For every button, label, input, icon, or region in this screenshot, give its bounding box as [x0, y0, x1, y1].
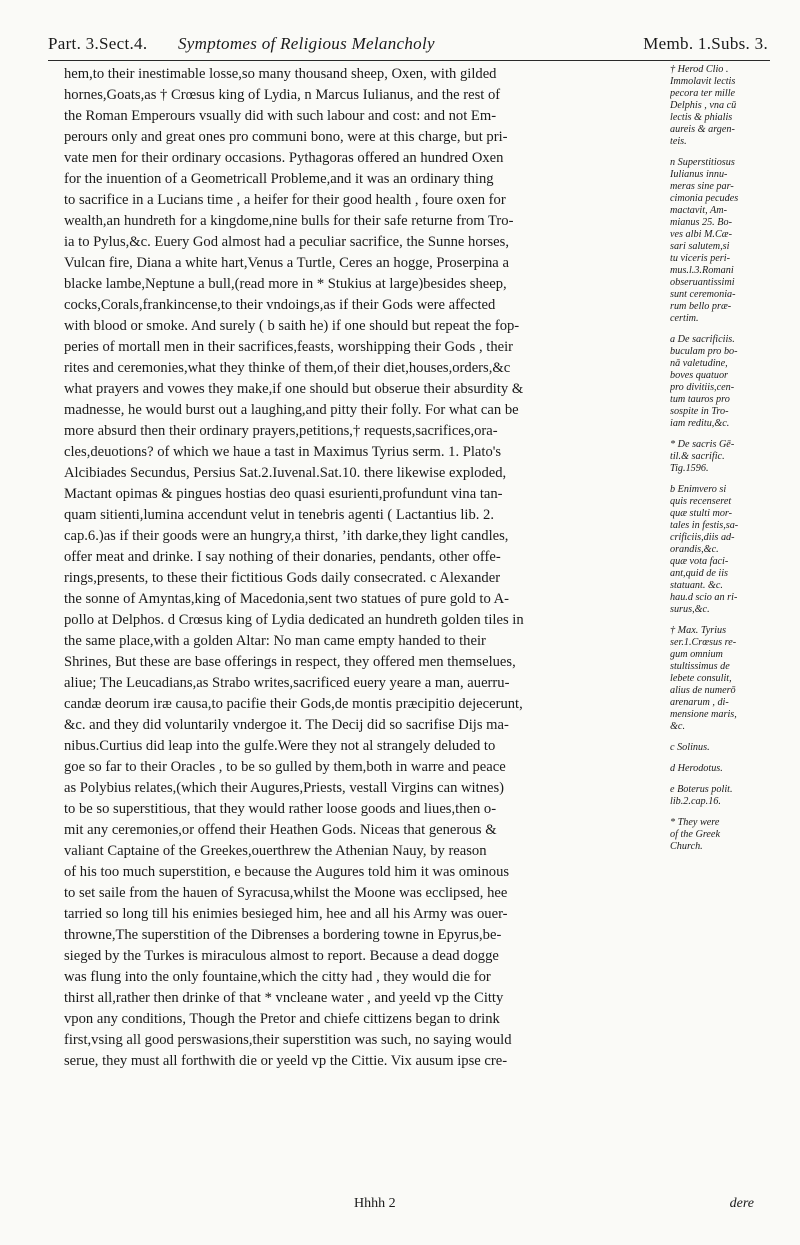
margin-note: quis recenseret	[670, 496, 732, 507]
margin-note: a De sacrificiis.	[670, 334, 735, 345]
note-gap	[670, 148, 788, 157]
margin-note: iam reditu,&c.	[670, 418, 730, 429]
margin-note: lectis & phialis	[670, 112, 733, 123]
main-text-column	[64, 64, 664, 1072]
margin-note: obseruantissimi	[670, 277, 735, 288]
text-line: cap.6.)as if their goods were an hungry,a thirst, ’ith darke,they light candles,	[64, 528, 509, 544]
text-line: to be so superstitious, that they would rather loose goods and liues,then o-	[64, 801, 497, 817]
margin-note: mactavit, Am-	[670, 205, 727, 216]
text-line: as Polybius relates,(which their Augures,Priests, vestall Virgins can witnes)	[64, 780, 504, 796]
margin-note: c Solinus.	[670, 742, 710, 753]
text-line: peries of mortall men in their sacrifices,feasts, worshipping their Gods , their	[64, 339, 514, 355]
text-line: with blood or smoke. And surely ( b saith he) if one should but repeat the fop-	[64, 318, 520, 334]
text-line: to set saile from the hauen of Syracusa,whilst the Moone was ecclipsed, hee	[64, 885, 508, 901]
margin-note: pro divitiis,cen-	[670, 382, 735, 393]
margin-note: tu viceris peri-	[670, 253, 730, 264]
header-title: Symptomes of Religious Melancholy	[178, 34, 435, 53]
note-gap	[670, 775, 788, 784]
margin-note: meras sine par-	[670, 181, 734, 192]
margin-note: n Superstitiosus	[670, 157, 735, 168]
margin-note: ant,quid de iis	[670, 568, 729, 579]
text-line: pollo at Delphos. d Crœsus king of Lydia dedicated an hundreth golden tiles in	[64, 612, 524, 628]
note-gap	[670, 754, 788, 763]
text-line: to sacrifice in a Lucians time , a heifer for their good health , foure oxen for	[64, 192, 506, 208]
margin-note: teis.	[670, 136, 687, 147]
margin-note: rum bello præ-	[670, 301, 732, 312]
margin-note: ves albi M.Cæ-	[670, 229, 732, 240]
text-line: serue, they must all forthwith die or yeeld vp the Cittie. Vix ausum ipse cre-	[64, 1053, 508, 1069]
note-gap	[670, 475, 788, 484]
margin-note: tales in festis,sa-	[670, 520, 739, 531]
margin-note: pecora ter mille	[670, 88, 736, 99]
text-line: perours only and great ones pro communi bono, were at this charge, but pri-	[64, 129, 508, 145]
text-line: quam sitienti,lumina accendunt velut in tenebris agenti ( Lactantius lib. 2.	[64, 507, 494, 523]
margin-note: mus.l.3.Romani	[670, 265, 734, 276]
text-line: vate men for their ordinary occasions. Pythagoras offered an hundred Oxen	[64, 150, 504, 166]
text-line: Vulcan fire, Diana a white hart,Venus a Turtle, Ceres an hogge, Proserpina a	[64, 255, 509, 271]
margin-note: e Boterus polit.	[670, 784, 733, 795]
margin-note: nā valetudine,	[670, 358, 728, 369]
margin-note: alius de numerō	[670, 685, 736, 696]
text-line: was flung into the only fountaine,which the citty had , they would die for	[64, 969, 491, 985]
text-line: cles,deuotions? of which we haue a tast in Maximus Tyrius serm. 1. Plato's	[64, 444, 502, 460]
header-member-subsection: Memb. 1.Subs. 3.	[643, 34, 768, 53]
margin-note: orandis,&c.	[670, 544, 719, 555]
margin-note: statuant. &c.	[670, 580, 723, 591]
text-line: the sonne of Amyntas,king of Macedonia,sent two statues of pure gold to A-	[64, 591, 510, 607]
header-rule	[48, 60, 770, 61]
text-line: ia to Pylus,&c. Euery God almost had a peculiar sacrifice, the Sunne horses,	[64, 234, 509, 250]
text-line: Shrines, But these are base offerings in respect, they offered men themselues,	[64, 654, 516, 670]
marginal-notes-column	[670, 64, 788, 853]
margin-note: sunt ceremonia-	[670, 289, 736, 300]
margin-note: lib.2.cap.16.	[670, 796, 721, 807]
text-line: for the inuention of a Geometricall Probleme,and it was an ordinary thing	[64, 171, 494, 187]
margin-note: gum omnium	[670, 649, 723, 660]
margin-note: tum tauros pro	[670, 394, 730, 405]
note-gap	[670, 808, 788, 817]
margin-note: of the Greek	[670, 829, 720, 840]
note-gap	[670, 325, 788, 334]
margin-note: surus,&c.	[670, 604, 710, 615]
text-line: mit any ceremonies,or offend their Heathen Gods. Niceas that generous &	[64, 822, 497, 838]
margin-note: arenarum , di-	[670, 697, 729, 708]
catchword: dere	[729, 1196, 754, 1211]
text-line: cocks,Corals,frankincense,to their vndoings,as if their Gods were affected	[64, 297, 496, 313]
text-line: candæ deorum iræ causa,to pacifie their Gods,de montis præcipitio dejecerunt,	[64, 696, 523, 712]
text-line: the Roman Emperours vsually did with such labour and cost: and not Em-	[64, 108, 497, 124]
margin-note: til.& sacrific.	[670, 451, 725, 462]
text-line: thirst all,rather then drinke of that * vncleane water , and yeeld vp the Citty	[64, 990, 504, 1006]
header-part-section: Part. 3.Sect.4.	[48, 34, 148, 53]
text-line: blacke lambe,Neptune a bull,(read more in * Stukius at large)besides sheep,	[64, 276, 507, 292]
text-line: goe so far to their Oracles , to be so gulled by them,both in warre and peace	[64, 759, 506, 775]
margin-note: b Enimvero si	[670, 484, 727, 495]
margin-note: Iulianus innu-	[670, 169, 728, 180]
margin-note: * They were	[670, 817, 720, 828]
margin-note: hau.d scio an ri-	[670, 592, 738, 603]
margin-note: ser.1.Crœsus re-	[670, 637, 737, 648]
text-line: valiant Captaine of the Greekes,ouerthrew the Athenian Nauy, by reason	[64, 843, 487, 859]
margin-note: aureis & argen-	[670, 124, 735, 135]
margin-note: stultissimus de	[670, 661, 730, 672]
text-line: offer meat and drinke. I say nothing of their donaries, pendants, other offe-	[64, 549, 501, 565]
margin-note: quæ stulti mor-	[670, 508, 733, 519]
margin-note: cimonia pecudes	[670, 193, 739, 204]
note-gap	[670, 733, 788, 742]
text-line: aliue; The Leucadians,as Strabo writes,sacrificed euery yeare a man, auerru-	[64, 675, 510, 691]
note-gap	[670, 430, 788, 439]
page-footer	[64, 1196, 764, 1220]
margin-note: buculam pro bo-	[670, 346, 738, 357]
signature-mark: Hhhh 2	[354, 1196, 396, 1211]
margin-note: Tig.1596.	[670, 463, 709, 474]
margin-note: Delphis , vna cū	[670, 100, 737, 111]
text-line: sieged by the Turkes is miraculous almost to report. Because a dead dogge	[64, 948, 499, 964]
text-line: hem,to their inestimable losse,so many thousand sheep, Oxen, with gilded	[64, 66, 497, 82]
text-line: nibus.Curtius did leap into the gulfe.Were they not al strangely deluded to	[64, 738, 496, 754]
margin-note: mianus 25. Bo-	[670, 217, 732, 228]
running-header	[48, 26, 768, 58]
margin-note: * De sacris Gē-	[670, 439, 735, 450]
text-line: of his too much superstition, e because the Augures told him it was ominous	[64, 864, 510, 880]
text-line: Alcibiades Secundus, Persius Sat.2.Iuvenal.Sat.10. there likewise exploded,	[64, 465, 507, 481]
text-line: more absurd then their ordinary prayers,petitions,† requests,sacrifices,ora-	[64, 423, 498, 439]
margin-note: certim.	[670, 313, 699, 324]
margin-note: Church.	[670, 841, 703, 852]
margin-note: &c.	[670, 721, 685, 732]
text-line: wealth,an hundreth for a kingdome,nine bulls for their safe returne from Tro-	[64, 213, 514, 229]
margin-note: sari salutem,si	[670, 241, 730, 252]
text-line: the same place,with a golden Altar: No man came empty handed to their	[64, 633, 486, 649]
margin-note: crificiis,diis ad-	[670, 532, 735, 543]
margin-note: mensione maris,	[670, 709, 737, 720]
margin-note: boves quatuor	[670, 370, 729, 381]
margin-note: lebete consulit,	[670, 673, 732, 684]
text-line: madnesse, he would burst out a laughing,and pitty their folly. For what can be	[64, 402, 519, 418]
margin-note: sospite in Tro-	[670, 406, 729, 417]
text-line: rites and ceremonies,what they thinke of them,of their diet,houses,orders,&c	[64, 360, 511, 376]
text-line: throwne,The superstition of the Dibrenses a bordering towne in Epyrus,be-	[64, 927, 502, 943]
text-line: hornes,Goats,as † Crœsus king of Lydia, n Marcus Iulianus, and the rest of	[64, 87, 501, 103]
margin-note: † Max. Tyrius	[670, 625, 727, 636]
margin-note: quæ vota faci-	[670, 556, 729, 567]
text-line: Mactant opimas & pingues hostias deo quasi esurienti,profundunt vina tan-	[64, 486, 503, 502]
text-line: tarried so long till his enimies besieged him, hee and all his Army was ouer-	[64, 906, 508, 922]
text-line: rings,presents, to these their fictitious Gods daily consecrated. c Alexander	[64, 570, 501, 586]
margin-note: d Herodotus.	[670, 763, 723, 774]
text-line: first,vsing all good perswasions,their superstition was such, no saying would	[64, 1032, 512, 1048]
text-line: &c. and they did voluntarily vndergoe it. The Decij did so sacrifise Dijs ma-	[64, 717, 509, 733]
text-line: vpon any conditions, Though the Pretor and chiefe cittizens began to drink	[64, 1011, 500, 1027]
margin-note: † Herod Clio .	[670, 64, 729, 75]
margin-note: Immolavit lectis	[670, 76, 736, 87]
note-gap	[670, 616, 788, 625]
text-line: what prayers and vowes they make,if one should but obserue their absurdity &	[64, 381, 524, 397]
